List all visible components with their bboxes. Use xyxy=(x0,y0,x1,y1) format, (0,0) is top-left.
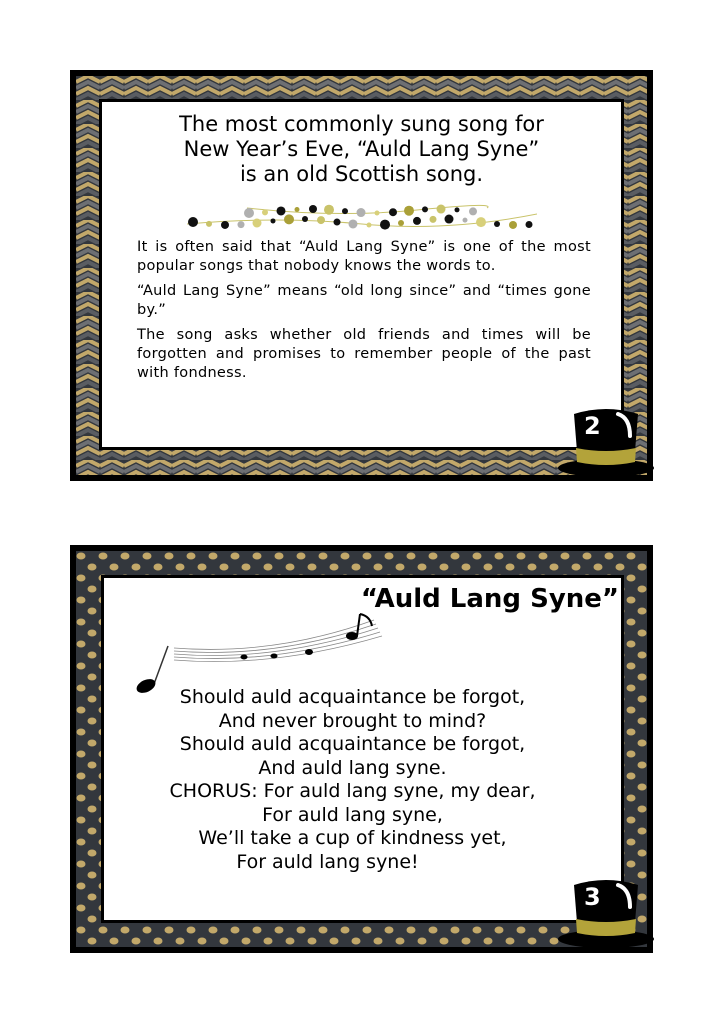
song-lyrics xyxy=(104,686,601,874)
bead xyxy=(367,222,372,227)
bead xyxy=(526,221,533,228)
bead xyxy=(324,205,334,215)
bead xyxy=(295,207,300,212)
bead xyxy=(389,208,397,216)
bead xyxy=(302,216,308,222)
bead xyxy=(422,206,428,212)
bead xyxy=(463,218,468,223)
bead xyxy=(430,216,437,223)
bead xyxy=(206,221,212,227)
bead xyxy=(349,219,358,228)
title-line: New Year’s Eve, “Auld Lang Syne” xyxy=(183,137,540,161)
card-content xyxy=(101,575,624,923)
bead xyxy=(284,214,294,224)
bead xyxy=(445,215,454,224)
lyric-line: Should auld acquaintance be forgot, xyxy=(179,686,526,708)
bead xyxy=(494,221,500,227)
lyric-line: For auld lang syne! xyxy=(236,850,419,873)
lyric-line: CHORUS: For auld lang syne, my dear, xyxy=(169,780,536,802)
bead xyxy=(244,208,254,218)
title-line: The most commonly sung song for xyxy=(179,112,544,136)
lyric-line: For auld lang syne, xyxy=(262,803,443,826)
music-notes-icon xyxy=(124,606,394,696)
bead xyxy=(277,206,286,215)
bead xyxy=(262,209,268,215)
top-hat-icon xyxy=(556,404,656,478)
bead xyxy=(238,221,245,228)
bead xyxy=(469,207,477,215)
top-hat-icon xyxy=(556,875,656,949)
card-content xyxy=(99,99,624,450)
song-title: “Auld Lang Syne” xyxy=(360,584,619,614)
fact-card-2 xyxy=(70,70,653,481)
bead xyxy=(357,208,366,217)
bead xyxy=(437,205,446,214)
bead xyxy=(509,221,517,229)
card-number: 3 xyxy=(584,883,601,911)
lyric-line: And never brought to mind? xyxy=(218,709,487,732)
bead xyxy=(476,217,486,227)
bead xyxy=(309,205,317,213)
bead xyxy=(375,210,380,215)
lyric-line: Should auld acquaintance be forgot, xyxy=(179,733,526,755)
bead xyxy=(342,208,348,214)
bead xyxy=(398,220,404,226)
bead xyxy=(380,220,390,230)
lyric-line: We’ll take a cup of kindness yet, xyxy=(198,827,507,849)
card-title xyxy=(102,112,621,187)
card-number: 2 xyxy=(584,412,601,440)
paragraph: “Auld Lang Syne” means “old long since” and “times gone by.” xyxy=(137,283,591,318)
paragraph: It is often said that “Auld Lang Syne” is one of the most popular songs that nobody knows the words to. xyxy=(137,239,591,274)
card-body xyxy=(137,238,591,389)
bead xyxy=(455,207,460,212)
bead xyxy=(253,219,262,228)
bead xyxy=(413,217,421,225)
lyric-line: And auld lang syne. xyxy=(258,756,447,779)
paragraph: The song asks whether old friends and times will be forgotten and promises to remember people of the past with fondness. xyxy=(137,327,591,381)
bead xyxy=(317,216,325,224)
bead xyxy=(404,206,414,216)
bead-garland-icon xyxy=(187,202,537,232)
bead xyxy=(188,217,198,227)
lyrics-card-3 xyxy=(70,545,653,953)
bead xyxy=(271,218,276,223)
title-line: is an old Scottish song. xyxy=(239,162,484,186)
bead xyxy=(221,221,229,229)
bead xyxy=(334,219,341,226)
